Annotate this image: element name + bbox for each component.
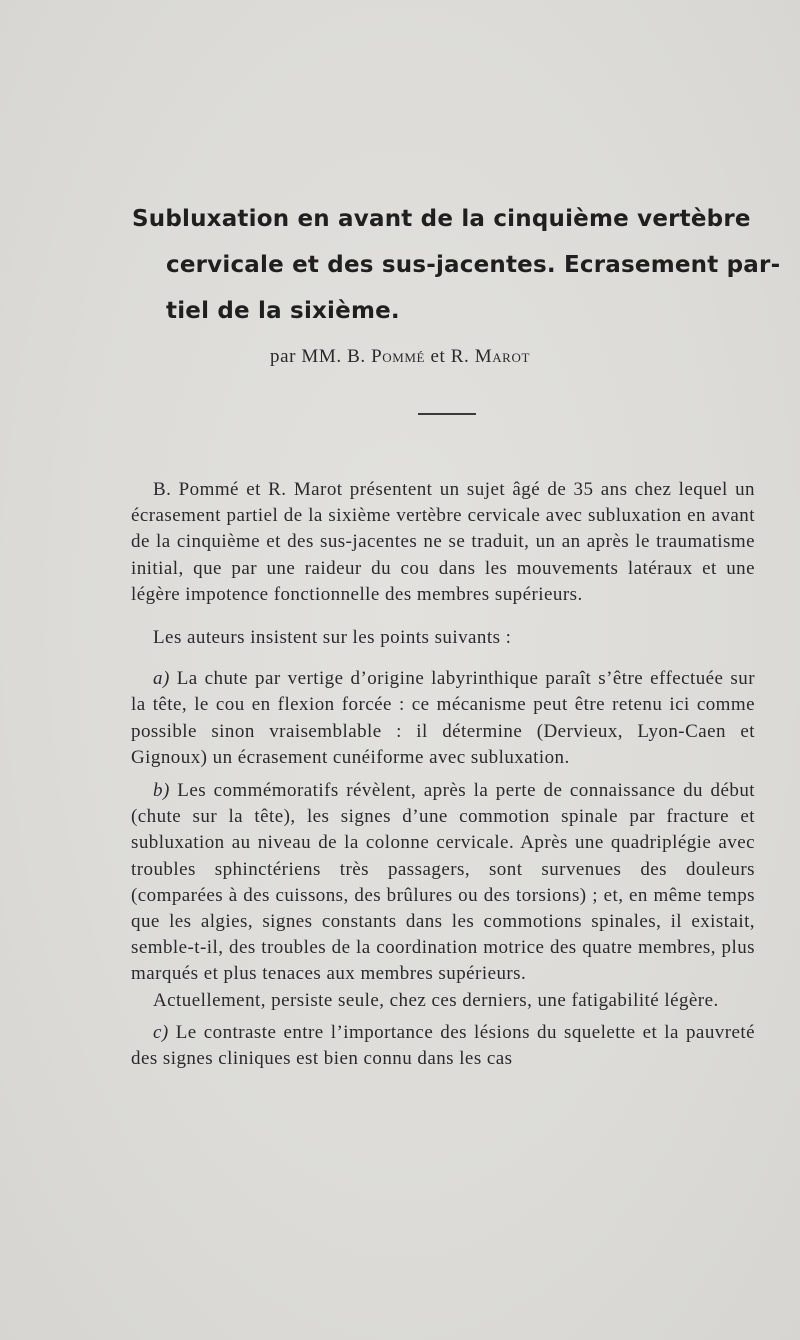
- point-c-text: Le contraste entre l’importance des lésions du squelette et la pauvreté des signes cliniques est bien connu dans les cas: [131, 1021, 755, 1070]
- point-a-text: La chute par vertige d’origine labyrinthique paraît s’être effectuée sur la tête, le cou en flexion forcée : ce mécanisme peut être retenu ici comme possible sinon vraisemblable : il détermine (Dervieux, Lyon-Caen et Gignoux) un écrasement cunéiforme avec subluxation.: [131, 668, 755, 768]
- point-b-label: b): [153, 780, 170, 802]
- section-divider: [418, 413, 476, 415]
- paragraph-point-c: [131, 1020, 755, 1072]
- article-body: [131, 477, 755, 1072]
- article-title-line-2: cervicale et des sus-jacentes. Ecrasement par-: [166, 252, 781, 278]
- byline-joiner: et R.: [430, 346, 470, 367]
- paragraph-point-b: [131, 778, 755, 988]
- paragraph-point-a: [131, 666, 755, 771]
- point-a-label: a): [153, 668, 170, 690]
- byline-author-1: Pommé: [371, 346, 426, 367]
- paragraph-current-state: Actuellement, persiste seule, chez ces derniers, une fatigabilité légère.: [153, 989, 719, 1011]
- article-title-line-3: tiel de la sixième.: [166, 298, 400, 324]
- byline-prefix: par MM. B.: [269, 346, 366, 367]
- paragraph-intro-points: Les auteurs insistent sur les points suivants :: [153, 627, 512, 649]
- paragraph-summary: B. Pommé et R. Marot présentent un sujet âgé de 35 ans chez lequel un écrasement partiel de la sixième vertèbre cervicale avec subluxation en avant de la cinquième et des sus-jacentes ne se traduit, un an après le traumatisme initial, que par une raideur du cou dans les mouvements latéraux et une légère impotence fonctionnelle des membres supérieurs.: [131, 479, 755, 605]
- article-title: [132, 196, 781, 334]
- author-byline: [0, 346, 800, 368]
- article-title-line-1: Subluxation en avant de la cinquième vertèbre: [132, 206, 751, 232]
- point-c-label: c): [153, 1021, 169, 1043]
- point-b-text: Les commémoratifs révèlent, après la perte de connaissance du début (chute sur la tête), les signes d’une commotion spinale par fracture et subluxation au niveau de la colonne cervicale. Après une quadriplégie avec troubles sphinctériens très passagers, sont survenues des douleurs (comparées à des cuissons, des brûlures ou des torsions) ; et, en même temps que les algies, signes constants dans les commotions spinales, il existait, semble-t-il, des troubles de la coordination motrice des quatre membres, plus marqués et plus tenaces aux membres supérieurs.: [131, 780, 755, 985]
- byline-author-2: Marot: [474, 346, 530, 367]
